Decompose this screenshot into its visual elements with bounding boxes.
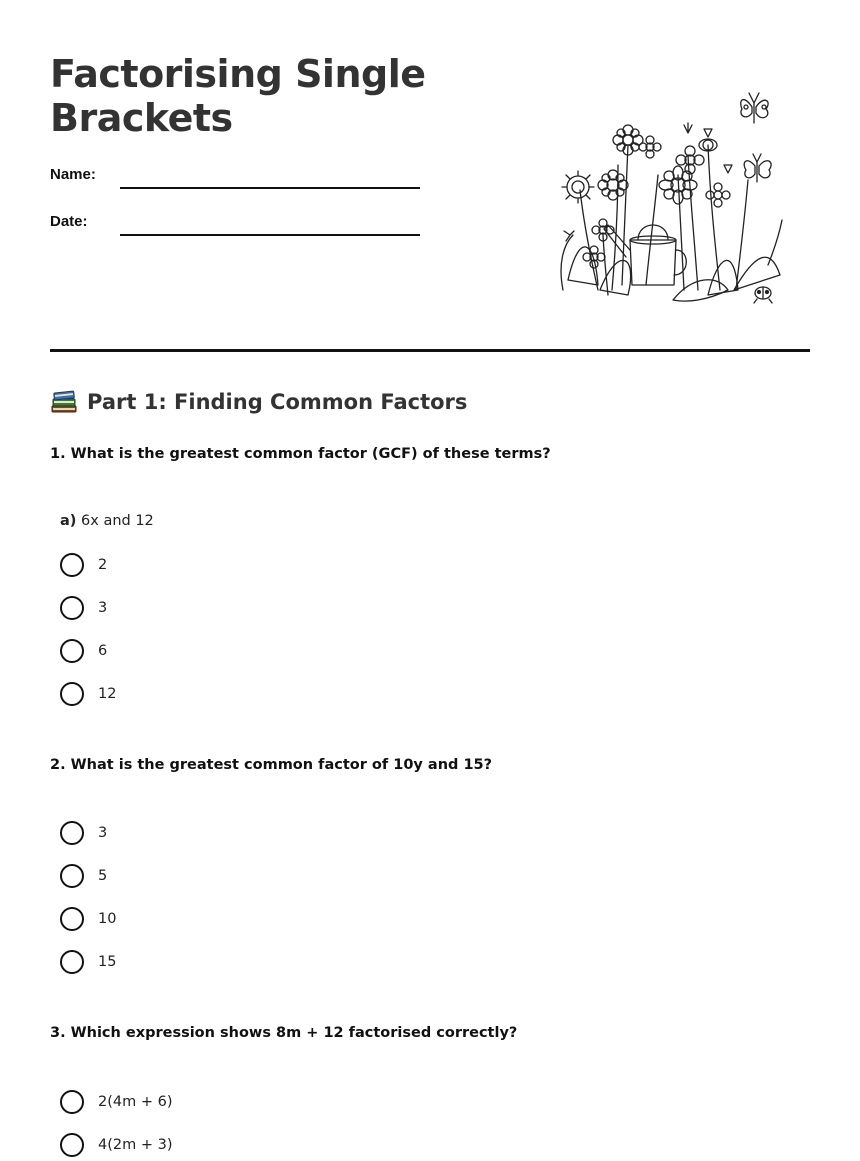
books-icon [50,388,78,416]
q3-option[interactable] [60,1132,172,1158]
option-label: 10 [98,911,117,927]
flower-icon [676,146,704,174]
q2-option[interactable] [60,863,107,889]
option-label: 3 [98,825,108,841]
flower-icon [562,171,594,203]
question-1a-label: a) [60,513,77,529]
butterfly-icon [744,154,771,182]
section-divider [50,349,810,352]
title-line-2: Brackets [50,96,233,140]
q1-option[interactable] [60,681,116,707]
question-2: 2. What is the greatest common factor of 10y and 15? [50,757,493,773]
radio-button[interactable] [60,821,84,845]
flower-icon [706,183,730,207]
flower-icon [598,170,628,200]
q1-option[interactable] [60,595,107,621]
question-1a-text: 6x and 12 [81,513,154,529]
ladybird-icon [754,287,772,303]
question-1: 1. What is the greatest common factor (GCF) of these terms? [50,446,551,462]
flower-icon [583,246,605,268]
q3-option[interactable] [60,1089,172,1115]
option-label: 5 [98,868,108,884]
title-line-1: Factorising Single [50,52,426,96]
radio-button[interactable] [60,1133,84,1157]
radio-button[interactable] [60,682,84,706]
option-label: 12 [98,686,117,702]
radio-button[interactable] [60,1090,84,1114]
option-label: 6 [98,643,108,659]
radio-button[interactable] [60,639,84,663]
q1-option[interactable] [60,552,107,578]
option-label: 15 [98,954,117,970]
radio-button[interactable] [60,864,84,888]
section-heading-text: Part 1: Finding Common Factors [87,390,468,414]
question-3: 3. Which expression shows 8m + 12 factorised correctly? [50,1025,518,1041]
q2-option[interactable] [60,820,107,846]
q2-option[interactable] [60,949,116,975]
option-label: 2(4m + 6) [98,1094,173,1110]
date-field[interactable] [120,234,420,236]
option-label: 2 [98,557,108,573]
radio-button[interactable] [60,596,84,620]
radio-button[interactable] [60,950,84,974]
radio-button[interactable] [60,553,84,577]
name-field[interactable] [120,187,420,189]
radio-button[interactable] [60,907,84,931]
watering-can-icon [604,225,686,285]
option-label: 3 [98,600,108,616]
option-label: 4(2m + 3) [98,1137,173,1153]
garden-illustration [558,85,788,310]
question-1a [60,513,154,529]
worksheet-title [50,52,426,140]
q2-option[interactable] [60,906,116,932]
butterfly-icon [741,93,768,123]
section-heading-part1 [50,388,467,416]
name-label: Name: [50,166,96,183]
q1-option[interactable] [60,638,107,664]
date-label: Date: [50,213,88,230]
